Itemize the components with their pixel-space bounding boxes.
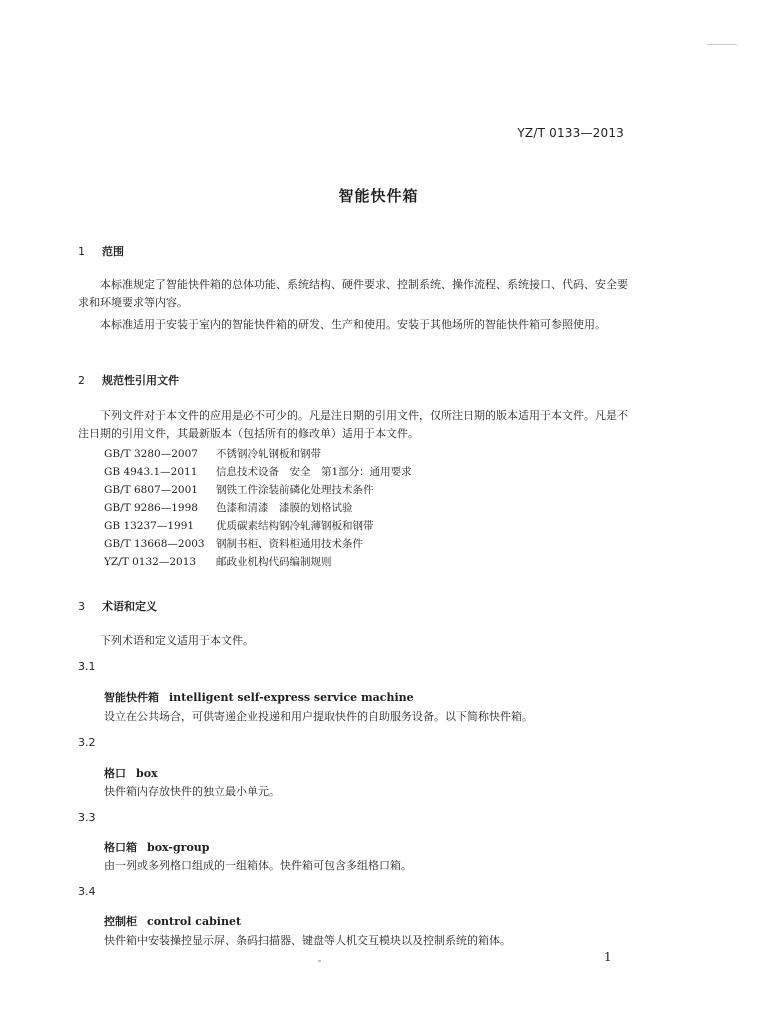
term-definition: 快件箱内存放快件的独立最小单元。 — [104, 785, 280, 798]
reference-item — [104, 553, 412, 571]
reference-item — [104, 481, 412, 499]
reference-title: 钢铁工件涂装前磷化处理技术条件 — [216, 484, 374, 496]
term-name — [104, 913, 241, 929]
reference-code: YZ/T 0132—2013 — [104, 556, 197, 568]
term-name — [104, 765, 158, 781]
section-number: 2 — [78, 374, 85, 387]
document-title: 智能快件箱 — [338, 187, 419, 205]
section-number: 1 — [78, 245, 85, 258]
term-name-en: box-group — [147, 841, 210, 854]
scope-paragraph-2: 本标准适用于安装于室内的智能快件箱的研发、生产和使用。安装于其他场所的智能快件箱可参照使用。 — [100, 318, 606, 331]
section-title: 术语和定义 — [102, 600, 157, 613]
reference-code: GB/T 13668—2003 — [104, 538, 205, 550]
term-number: 3.4 — [78, 885, 96, 898]
scan-mark — [707, 44, 737, 45]
reference-code: GB/T 6807—2001 — [104, 484, 198, 496]
term-number: 3.2 — [78, 736, 96, 749]
scan-speck — [318, 960, 321, 962]
section-heading-references — [78, 372, 179, 388]
term-name — [104, 839, 209, 855]
term-name-zh: 格口 — [104, 767, 126, 780]
section-title: 范围 — [102, 245, 124, 258]
term-name-en: control cabinet — [147, 915, 242, 928]
reference-item — [104, 535, 412, 553]
reference-code: GB/T 9286—1998 — [104, 502, 198, 514]
reference-title: 色漆和清漆 漆膜的划格试验 — [216, 502, 353, 514]
reference-title: 不锈钢冷轧钢板和钢带 — [216, 448, 321, 460]
reference-title: 信息技术设备 安全 第1部分：通用要求 — [216, 466, 412, 478]
section-number: 3 — [78, 600, 85, 613]
reference-title: 优质碳素结构钢冷轧薄钢板和钢带 — [216, 520, 374, 532]
reference-code: GB 4943.1—2011 — [104, 466, 198, 478]
reference-item — [104, 463, 412, 481]
section-heading-terms — [78, 598, 157, 614]
reference-item — [104, 517, 412, 535]
reference-item — [104, 499, 412, 517]
standard-code: YZ/T 0133—2013 — [517, 126, 624, 140]
term-number: 3.1 — [78, 660, 96, 673]
terms-intro: 下列术语和定义适用于本文件。 — [100, 634, 254, 647]
scope-paragraph-1: 本标准规定了智能快件箱的总体功能、系统结构、硬件要求、控制系统、操作流程、系统接口、代码、安全要求和环境要求等内容。 — [78, 278, 628, 309]
reference-title: 邮政业机构代码编制规则 — [216, 556, 332, 568]
reference-item — [104, 445, 412, 463]
term-name-zh: 格口箱 — [104, 841, 137, 854]
term-name-zh: 控制柜 — [104, 915, 137, 928]
term-definition: 快件箱中安装操控显示屏、条码扫描器、键盘等人机交互模块以及控制系统的箱体。 — [104, 934, 511, 947]
term-definition: 设立在公共场合，可供寄递企业投递和用户提取快件的自助服务设备。以下简称快件箱。 — [104, 710, 533, 723]
reference-code: GB 13237—1991 — [104, 520, 195, 532]
term-number: 3.3 — [78, 811, 96, 824]
section-title: 规范性引用文件 — [102, 374, 179, 387]
section-heading-scope — [78, 243, 124, 259]
references-intro: 下列文件对于本文件的应用是必不可少的。凡是注日期的引用文件，仅所注日期的版本适用于本文件。凡是不注日期的引用文件，其最新版本（包括所有的修改单）适用于本文件。 — [78, 409, 628, 440]
term-name-en: intelligent self-express service machine — [169, 691, 414, 704]
page-number: 1 — [604, 950, 612, 964]
reference-list — [104, 445, 412, 571]
term-name — [104, 689, 414, 705]
term-name-zh: 智能快件箱 — [104, 691, 159, 704]
term-definition: 由一列或多列格口组成的一组箱体。快件箱可包含多组格口箱。 — [104, 859, 412, 872]
reference-title: 钢制书柜、资料柜通用技术条件 — [216, 538, 363, 550]
term-name-en: box — [136, 767, 158, 780]
reference-code: GB/T 3280—2007 — [104, 448, 198, 460]
